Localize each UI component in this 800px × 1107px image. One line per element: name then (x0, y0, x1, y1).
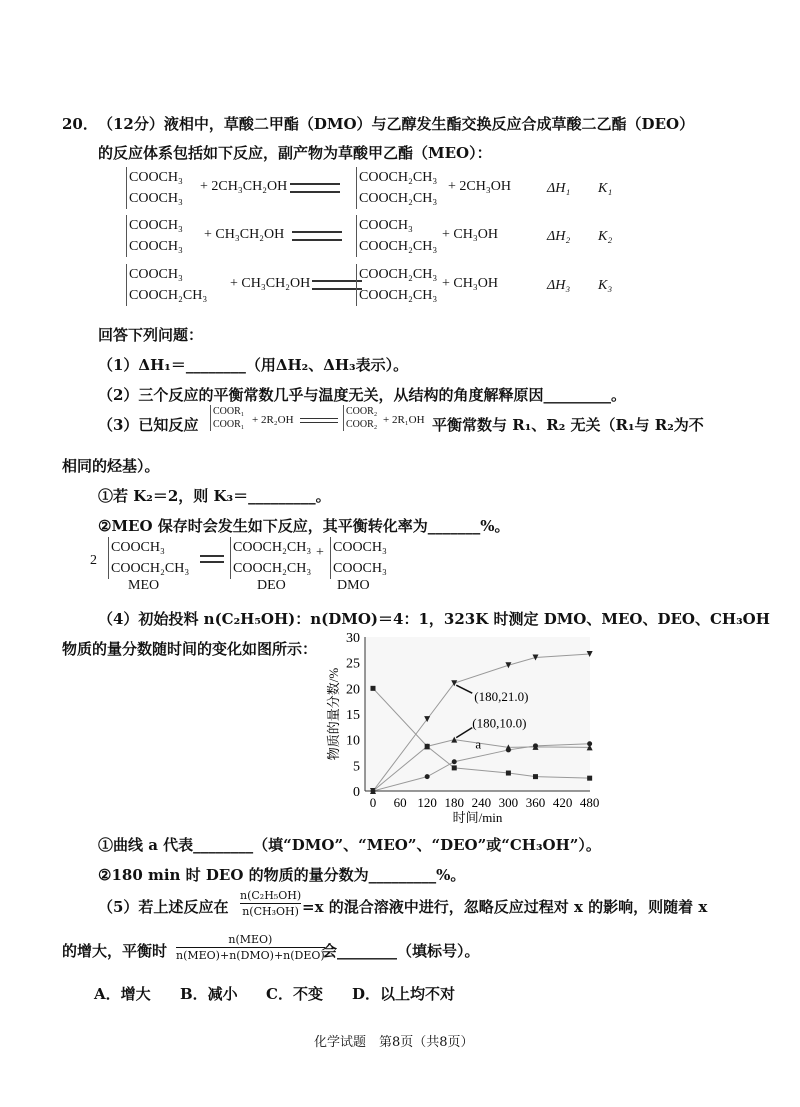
answer-intro: 回答下列问题： (98, 326, 204, 344)
equilibrium-arrow-icon (312, 280, 362, 290)
deo-formula: COOCH₂CH₃ COOCH₂CH₃ (230, 537, 311, 579)
part-4-2: 物质的量分数随时间的变化如图所示： (62, 640, 318, 658)
x-tick-label: 360 (525, 795, 546, 810)
plot-area (365, 637, 590, 791)
x-tick-label: 180 (444, 795, 464, 810)
k-label: K₁ (598, 181, 613, 196)
y-tick-label: 10 (346, 733, 360, 749)
byproduct: + CH₃OH (442, 227, 498, 242)
x-tick-label: 60 (393, 795, 407, 810)
data-point (425, 774, 430, 779)
part-3-1: ①若 K₂＝2，则 K₃＝_________。 (98, 487, 331, 505)
k-label: K₂ (598, 229, 613, 244)
annotation-label: (180,21.0) (474, 689, 529, 705)
reactant-formula: COOCH₃ COOCH₃ (126, 215, 183, 257)
question-number: 20． (62, 115, 98, 133)
annotation-label: (180,10.0) (472, 715, 527, 731)
y-tick-label: 0 (353, 785, 360, 800)
x-tick-label: 480 (579, 795, 600, 810)
part-1: （1）ΔH₁＝________（用ΔH₂、ΔH₃表示）。 (98, 356, 409, 374)
part-3-2: ②MEO 保存时会发生如下反应，其平衡转化率为_______%。 (98, 517, 510, 535)
reagent: + CH₃CH₂OH (230, 276, 311, 291)
y-tick-label: 5 (353, 759, 360, 775)
page-footer: 化学试题 第8页（共8页） (314, 1035, 474, 1050)
y-tick-label: 20 (346, 682, 360, 698)
y-tick-label: 25 (346, 656, 360, 672)
x-tick-label: 420 (552, 795, 573, 810)
question-intro-2: 的反应体系包括如下反应，副产物为草酸甲乙酯（MEO）： (98, 144, 492, 162)
y-axis-label: 物质的量分数/% (325, 667, 341, 761)
data-point (506, 747, 511, 752)
y-tick-label: 15 (346, 708, 360, 723)
option-d: D．以上均不对 (352, 985, 456, 1003)
meo-formula: COOCH₃ COOCH₂CH₃ (108, 537, 189, 579)
meo-label: MEO (128, 578, 160, 593)
reagent: + CH₃CH₂OH (204, 227, 285, 242)
x-tick-label: 120 (417, 795, 437, 810)
plus: + (316, 545, 324, 560)
x-tick-label: 300 (498, 795, 519, 810)
p3-reagent: + 2R₂OH (252, 414, 294, 426)
p3-byproduct: + 2R₁OH (383, 414, 425, 426)
y-tick-label: 30 (346, 631, 360, 646)
part-3-intro: （3）已知反应 (98, 416, 199, 434)
enthalpy-label: ΔH₁ (547, 181, 571, 196)
part-5-text-2: 的增大，平衡时 (62, 942, 168, 960)
part-4-1: ①曲线 a 代表________（填“DMO”、“MEO”、“DEO”或“CH₃OH”）。 (98, 836, 601, 854)
part-4-2-question: ②180 min 时 DEO 的物质的量分数为_________%。 (98, 866, 466, 884)
x-axis-label: 时间/min (452, 810, 503, 823)
dmo-label: DMO (337, 578, 370, 593)
part-5: （5）若上述反应在 (98, 898, 229, 916)
option-a: A．增大 (94, 985, 151, 1003)
part-4: （4）初始投料 n(C₂H₅OH)：n(DMO)＝4：1，323K 时测定 DMO、MEO、DEO、CH₃OH (98, 610, 770, 628)
x-tick-label: 0 (369, 795, 377, 810)
equilibrium-arrow-icon (300, 418, 338, 423)
data-point (425, 744, 430, 749)
ratio-fraction: n(C₂H₅OH) n(CH₃OH) (240, 889, 302, 918)
meo-coef: 2 (90, 553, 97, 568)
data-point (452, 759, 457, 764)
dmo-formula: COOCH₃ COOCH₃ (330, 537, 387, 579)
product-formula: COOCH₃ COOCH₂CH₃ (356, 215, 437, 257)
k-label: K₃ (598, 278, 613, 293)
data-point (587, 776, 592, 781)
equilibrium-arrow-icon (292, 231, 342, 241)
data-point (371, 686, 376, 691)
data-point (587, 741, 592, 746)
reactant-formula: COOCH₃ COOCH₂CH₃ (126, 264, 207, 306)
meo-fraction: n(MEO) n(MEO)+n(DMO)+n(DEO) (176, 933, 325, 962)
option-c: C．不变 (266, 985, 323, 1003)
data-point (506, 771, 511, 776)
data-point (533, 774, 538, 779)
equilibrium-arrow-icon (290, 183, 340, 193)
data-point (533, 743, 538, 748)
p3-product: COOR₂ COOR₂ (343, 405, 377, 431)
reactant-formula: COOCH₃ COOCH₃ (126, 167, 183, 209)
part-3-text-2: 相同的烃基）。 (62, 457, 160, 475)
p3-reactant: COOR₁ COOR₁ (210, 405, 244, 431)
x-tick-label: 240 (471, 795, 492, 810)
part-2: （2）三个反应的平衡常数几乎与温度无关，从结构的角度解释原因_________。 (98, 386, 626, 404)
product-formula: COOCH₂CH₃ COOCH₂CH₃ (356, 264, 437, 306)
enthalpy-label: ΔH₂ (547, 229, 571, 244)
curve-a-label: a (475, 736, 482, 752)
deo-label: DEO (257, 578, 286, 593)
part-5-text-3: 会________（填标号）。 (322, 942, 480, 960)
byproduct: + CH₃OH (442, 276, 498, 291)
data-point (371, 789, 376, 794)
reagent: + 2CH₃CH₂OH (200, 179, 288, 194)
part-5-text: =x 的混合溶液中进行，忽略反应过程对 x 的影响，则随着 x (302, 898, 708, 916)
mole-fraction-chart (325, 625, 605, 823)
equilibrium-arrow-icon (200, 555, 224, 563)
byproduct: + 2CH₃OH (448, 179, 511, 194)
product-formula: COOCH₂CH₃ COOCH₂CH₃ (356, 167, 437, 209)
data-point (452, 765, 457, 770)
option-b: B．减小 (180, 985, 238, 1003)
question-intro: （12分）液相中，草酸二甲酯（DMO）与乙醇发生酯交换反应合成草酸二乙酯（DEO） (98, 115, 695, 133)
part-3-text: 平衡常数与 R₁、R₂ 无关（R₁与 R₂为不 (432, 416, 704, 434)
enthalpy-label: ΔH₃ (547, 278, 571, 293)
